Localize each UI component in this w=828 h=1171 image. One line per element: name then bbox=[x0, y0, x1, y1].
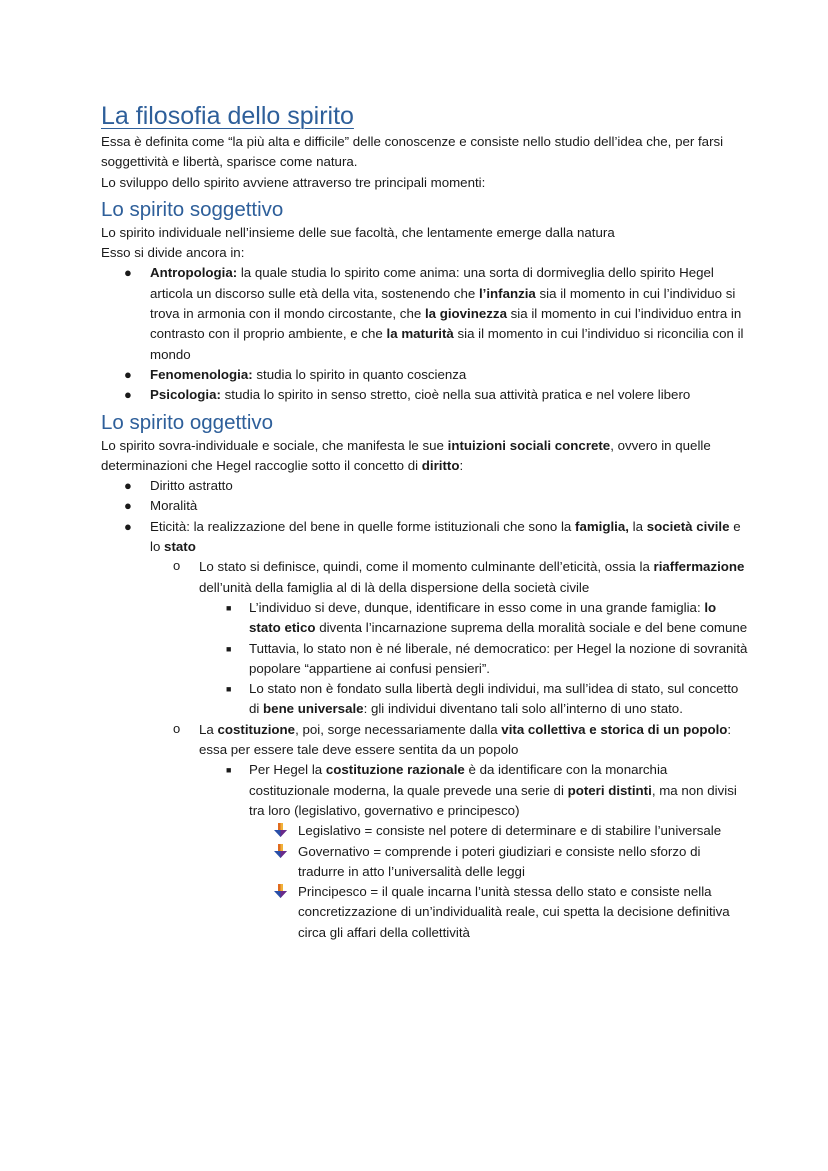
heading-spirito-oggettivo: Lo spirito oggettivo bbox=[101, 410, 274, 434]
list-item-stato-etico: ■ L’individuo si deve, dunque, identificare in esso come in una grande famiglia: lo stato etico diventa l’incarnazione suprema della moralità sociale e del bene comune bbox=[226, 599, 748, 636]
intro-paragraph: Essa è definita come “la più alta e difficile” delle conoscenze e consiste nello studio dell’idea che, per farsi soggettività e libertà, sparisce come natura. bbox=[101, 134, 724, 170]
filled-circle-bullet-icon: ● bbox=[124, 387, 132, 403]
list-item-potere-legislativo: Legislativo = consiste nel potere di determinare e di stabilire l’universale bbox=[249, 821, 748, 841]
oggettivo-definition: Lo spirito sovra-individuale e sociale, che manifesta le sue intuizioni sociali concrete, ovvero in quelle determinazioni che Hegel raccoglie sotto il concetto di diritto: bbox=[101, 437, 711, 473]
intro-paragraph-2: Lo sviluppo dello spirito avviene attraverso tre principali momenti: bbox=[101, 174, 486, 190]
list-item-fenomenologia: ● Fenomenologia: studia lo spirito in quanto coscienza bbox=[101, 365, 748, 385]
list-item-sovranita: ■ Tuttavia, lo stato non è né liberale, né democratico: per Hegel la nozione di sovranità popolare “appartiene ai confusi pensieri”. bbox=[226, 640, 748, 676]
filled-square-bullet-icon: ■ bbox=[226, 684, 232, 695]
filled-square-bullet-icon: ■ bbox=[226, 602, 232, 613]
filled-circle-bullet-icon: ● bbox=[124, 366, 132, 382]
filled-circle-bullet-icon: ● bbox=[124, 265, 132, 281]
oggettivo-list bbox=[101, 476, 748, 943]
page-title: La filosofia dello spirito bbox=[101, 102, 354, 130]
list-item-psicologia: ● Psicologia: studia lo spirito in senso stretto, cioè nella sua attività pratica e nel volere libero bbox=[101, 385, 748, 405]
list-item-antropologia: ● Antropologia: la quale studia lo spirito come anima: una sorta di dormiveglia dello spirito Hegel articola un discorso sulle età della vita, sostenendo che l’infanzia sia il momento in cui l’individuo si trova in armonia con il mondo circostante, che la giovinezza sia il momento in cui l’individuo entra in contrasto con il proprio ambiente, e che la maturità sia il momento in cui l’individuo si riconcilia con il mondo bbox=[124, 265, 744, 362]
list-item-costituzione: o La costituzione, poi, sorge necessariamente dalla vita collettiva e storica di un popolo: essa per essere tale deve essere sentita da un popolo ■ Per Hegel la costituzione razionale è da identificare con la monarchia costituzionale moderna, la quale prevede una serie di poteri distinti, ma non divisi tra loro (legislativo, governativo e principesco) Legislativo = consiste nel potere di determinare e di stabilire l’universale Governativo = comprende i poteri giudiziari e consiste nello sforzo di tradurre in atto l’universalità delle leggi Principesco = il quale incarna l’unità stessa dello stato e consiste nella concretizzazione di un’individualità reale, cui spetta la decisione definitiva circa gli affari della collettività bbox=[149, 720, 748, 943]
filled-circle-bullet-icon: ● bbox=[124, 518, 132, 534]
heading-spirito-soggettivo: Lo spirito soggettivo bbox=[101, 197, 284, 221]
eticita-sublist bbox=[149, 557, 748, 943]
poteri-list bbox=[249, 821, 748, 943]
list-item-eticita: ● Eticità: la realizzazione del bene in quelle forme istituzionali che sono la famiglia, la società civile e lo stato o Lo stato si definisce, quindi, come il momento culminante dell’eticità, ossia la riaffermazione dell’unità della famiglia al di là della dispersione della società civile ■ L’individuo si deve, dunque, identificare in esso come in una grande famiglia: lo stato etico diventa l’incarnazione suprema della moralità sociale e del bene comune ■ Tuttavia, lo stato non è né liberale, né democratico: per Hegel la nozione di sovranità popolare “appartiene ai confusi pensieri”. ■ Lo stato non è fondato sulla libertà degli individui, ma sull’idea di stato, sul concetto di bene universale: gli individui diventano tali solo all’interno di uno stato. o La costituzione, poi, sorge necessariamente dalla vita collettiva e storica di un popolo: essa per essere tale deve essere sentita da un popolo ■ Per Hegel la costituzione razionale è da identificare con la monarchia costituzionale moderna, la quale prevede una serie di poteri distinti, ma non divisi tra loro (legislativo, governativo e principesco) Legislativo = consiste nel potere di determinare e di stabilire l’universale Governativo = comprende i poteri giudiziari e consiste nello sforzo di tradurre in atto l’universalità delle leggi Principesco = il quale incarna l’unità stessa dello stato e consiste nella concretizzazione di un’individualità reale, cui spetta la decisione definitiva circa gli affari della collettività bbox=[101, 517, 748, 943]
arrow-down-bullet-icon bbox=[274, 884, 287, 899]
filled-circle-bullet-icon: ● bbox=[124, 478, 132, 494]
stato-sublist bbox=[199, 598, 748, 720]
list-item-potere-governativo: Governativo = comprende i poteri giudiziari e consiste nello sforzo di tradurre in atto l’universalità delle leggi bbox=[249, 842, 748, 883]
list-item-diritto-astratto: ● Diritto astratto bbox=[101, 476, 748, 496]
arrow-down-bullet-icon bbox=[274, 844, 287, 859]
costituzione-sublist bbox=[199, 760, 748, 943]
list-item-costituzione-razionale: ■ Per Hegel la costituzione razionale è da identificare con la monarchia costituzionale moderna, la quale prevede una serie di poteri distinti, ma non divisi tra loro (legislativo, governativo e principesco) Legislativo = consiste nel potere di determinare e di stabilire l’universale Governativo = comprende i poteri giudiziari e consiste nello sforzo di tradurre in atto l’universalità delle leggi Principesco = il quale incarna l’unità stessa dello stato e consiste nella concretizzazione di un’individualità reale, cui spetta la decisione definitiva circa gli affari della collettività bbox=[199, 760, 748, 943]
hollow-circle-bullet-icon: o bbox=[173, 720, 181, 736]
hollow-circle-bullet-icon: o bbox=[173, 558, 181, 574]
filled-circle-bullet-icon: ● bbox=[124, 498, 132, 514]
soggettivo-list bbox=[101, 263, 748, 405]
soggettivo-definition: Lo spirito individuale nell’insieme delle sue facoltà, che lentamente emerge dalla natura bbox=[101, 224, 615, 240]
list-item-stato: o Lo stato si definisce, quindi, come il momento culminante dell’eticità, ossia la riaffermazione dell’unità della famiglia al di là della dispersione della società civile ■ L’individuo si deve, dunque, identificare in esso come in una grande famiglia: lo stato etico diventa l’incarnazione suprema della moralità sociale e del bene comune ■ Tuttavia, lo stato non è né liberale, né democratico: per Hegel la nozione di sovranità popolare “appartiene ai confusi pensieri”. ■ Lo stato non è fondato sulla libertà degli individui, ma sull’idea di stato, sul concetto di bene universale: gli individui diventano tali solo all’interno di uno stato. bbox=[149, 557, 748, 719]
list-item-potere-principesco: Principesco = il quale incarna l’unità stessa dello stato e consiste nella concretizzazione di un’individualità reale, cui spetta la decisione definitiva circa gli affari della collettività bbox=[249, 882, 748, 943]
soggettivo-intro: Esso si divide ancora in: bbox=[101, 245, 245, 261]
list-item-moralita: ● Moralità bbox=[101, 496, 748, 516]
filled-square-bullet-icon: ■ bbox=[226, 765, 232, 776]
filled-square-bullet-icon: ■ bbox=[226, 643, 232, 654]
arrow-down-bullet-icon bbox=[274, 823, 287, 838]
list-item-bene-universale: ■ Lo stato non è fondato sulla libertà degli individui, ma sull’idea di stato, sul concetto di bene universale: gli individui diventano tali solo all’interno di uno stato. bbox=[226, 681, 739, 717]
